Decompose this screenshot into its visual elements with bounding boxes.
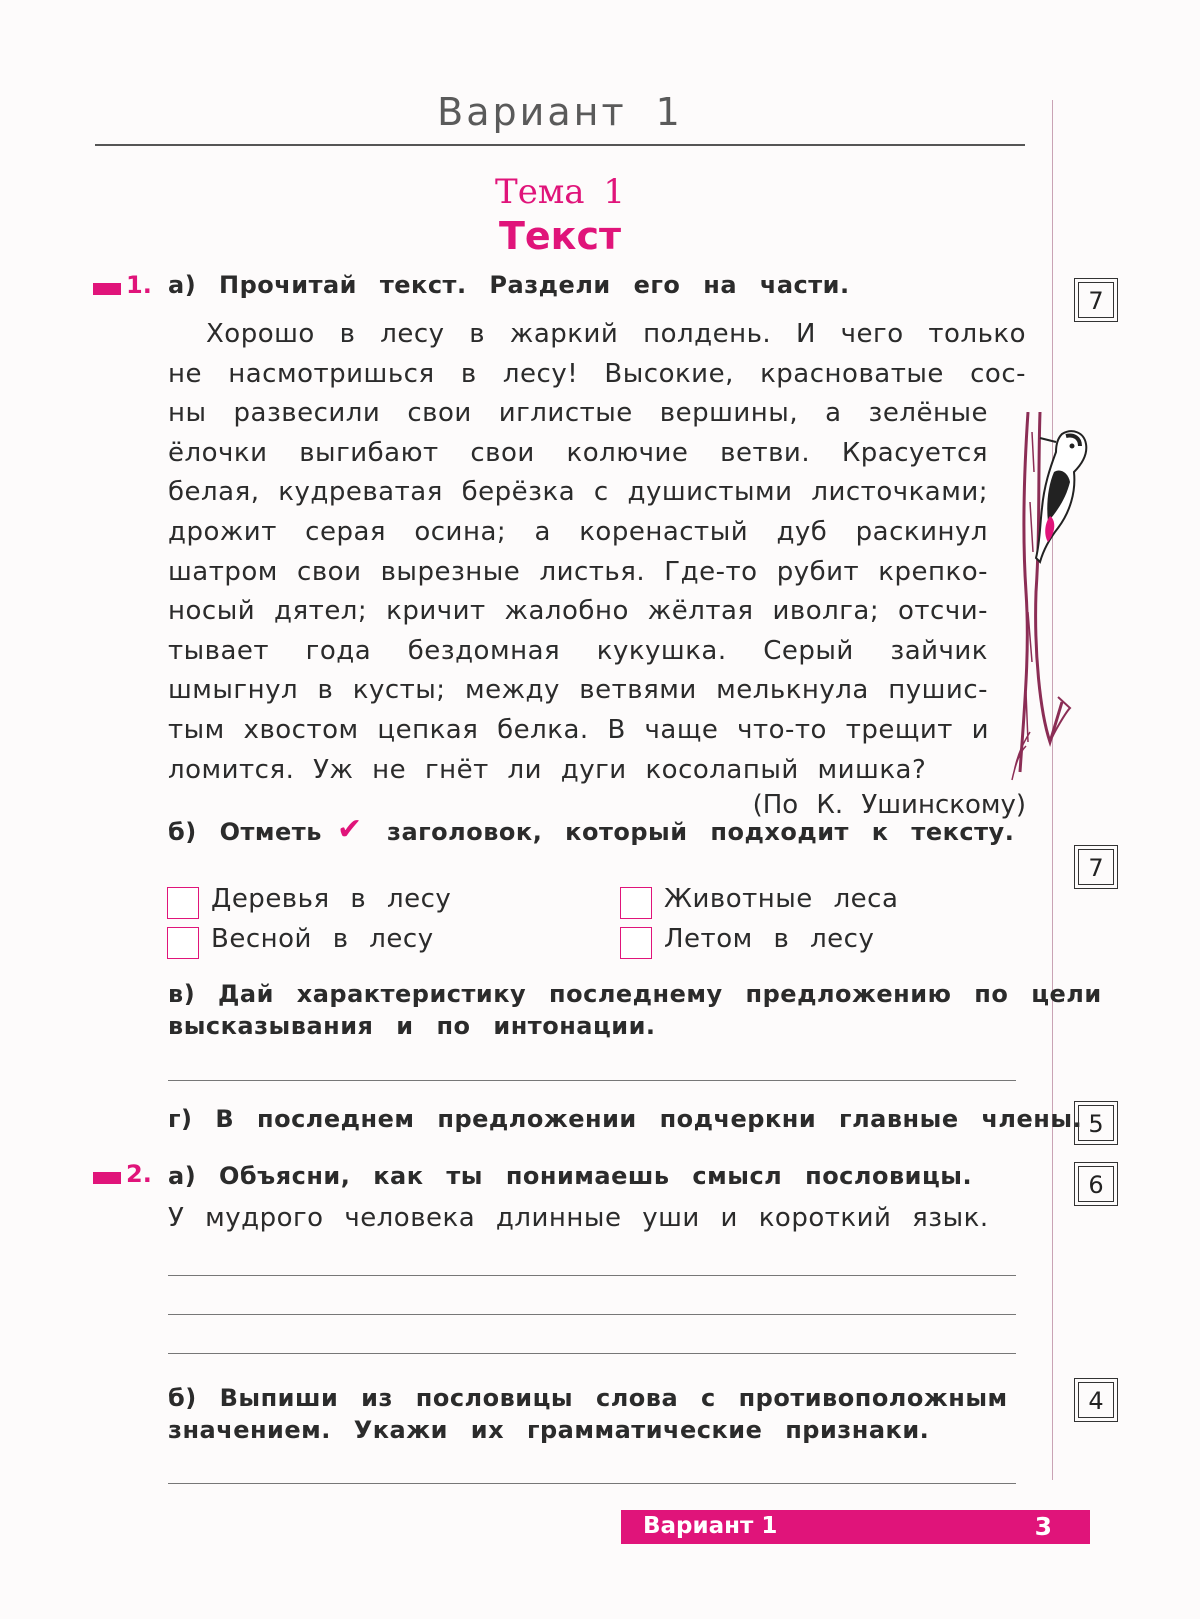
task2-b-instruction-line1: б) Выпиши из пословицы слова с противоположным [168,1384,1008,1412]
text-line: ёлочки выгибают свои колючие ветви. Красуется [168,437,988,468]
topic-label: Тема 1 [495,172,625,212]
option-checkbox[interactable] [167,887,199,919]
option-label: Летом в лесу [664,924,875,954]
text-line: тым хвостом цепкая белка. В чаще что-то трещит и [168,714,990,745]
task1-c-instruction-line2: высказывания и по интонации. [168,1012,656,1040]
task2-number: 2. [126,1160,152,1188]
text-line: дрожит серая осина; а коренастый дуб раскинул [168,516,988,547]
task1-b-instruction-end: заголовок, который подходит к тексту. [387,818,1015,846]
score-value: 6 [1078,1166,1114,1202]
score-box [1074,1101,1118,1145]
checkmark-icon: ✔ [337,812,363,847]
text-source: (По К. Ушинскому) [752,790,1026,820]
score-value: 5 [1078,1105,1114,1141]
score-value: 7 [1078,282,1114,318]
task2-marker [93,1172,121,1184]
score-value: 7 [1078,849,1114,885]
text-line: ломится. Уж не гнёт ли дуги косолапый мишка? [168,754,927,785]
task1-c-instruction-line1: в) Дай характеристику последнему предложению по цели [168,980,1102,1008]
task1-marker [93,283,121,295]
footer-label: Вариант 1 [643,1513,778,1539]
score-box [1074,1378,1118,1422]
task1-number: 1. [126,271,152,299]
task2-b-instruction-line2: значением. Укажи их грамматические признаки. [168,1416,930,1444]
woodpecker-icon [1036,431,1086,562]
option-label: Весной в лесу [211,924,434,954]
title-rule [95,144,1025,146]
option-label: Животные леса [664,884,899,914]
footer-bar [621,1510,1090,1544]
text-line: тывает года бездомная кукушка. Серый зайчик [168,635,988,666]
score-box [1074,845,1118,889]
text-line: ны развесили свои иглистые вершины, а зелёные [168,398,988,429]
score-box [1074,1162,1118,1206]
score-value: 4 [1078,1382,1114,1418]
answer-line[interactable] [168,1353,1016,1354]
answer-line[interactable] [168,1314,1016,1315]
text-line: носый дятел; кричит жалобно жёлтая иволга; отсчи- [168,596,988,627]
text-line: шмыгнул в кусты; между ветвями мелькнула пушис- [168,675,988,706]
option-checkbox[interactable] [620,887,652,919]
answer-line[interactable] [168,1483,1016,1484]
task1-a-instruction: а) Прочитай текст. Раздели его на части. [168,271,850,299]
reading-text [168,315,1026,790]
option-checkbox[interactable] [620,927,652,959]
answer-line[interactable] [168,1080,1016,1081]
text-line: не насмотришься в лесу! Высокие, красноватые сос- [168,358,1026,389]
topic-name: Текст [498,214,622,258]
woodpecker-illustration [1010,412,1100,782]
page-number: 3 [1034,1512,1052,1541]
task1-b-instruction-start: б) Отметь [168,818,322,846]
task1-d-instruction: г) В последнем предложении подчеркни главные члены. [168,1105,1083,1133]
option-label: Деревья в лесу [211,884,452,914]
score-box [1074,278,1118,322]
variant-title: Вариант 1 [437,90,683,134]
text-line: шатром свои вырезные листья. Где-то рубит крепко- [168,556,988,587]
text-line: белая, кудреватая берёзка с душистыми листочками; [168,477,988,508]
margin-rule [1052,100,1053,1480]
text-line: Хорошо в лесу в жаркий полдень. И чего только [206,319,1026,349]
option-checkbox[interactable] [167,927,199,959]
proverb-text: У мудрого человека длинные уши и короткий язык. [168,1203,989,1233]
task2-a-instruction: а) Объясни, как ты понимаешь смысл пословицы. [168,1162,973,1190]
answer-line[interactable] [168,1275,1016,1276]
